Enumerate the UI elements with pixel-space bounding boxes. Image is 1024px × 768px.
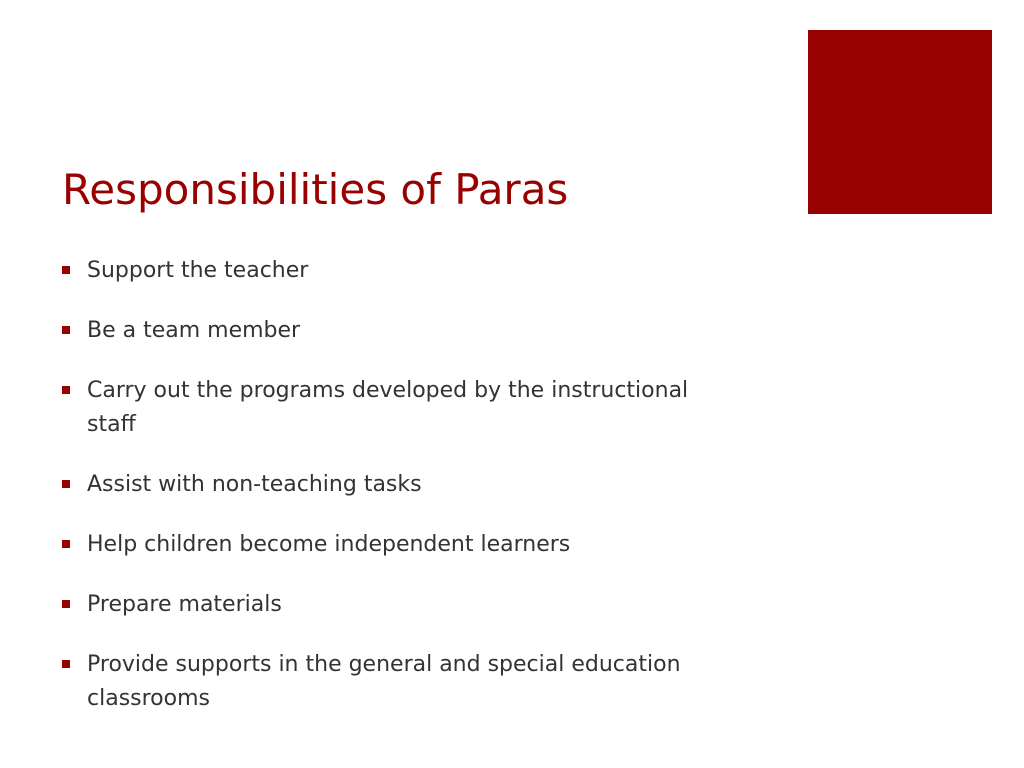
bullet-text: Provide supports in the general and special education classrooms xyxy=(87,652,681,711)
bullet-item xyxy=(62,314,722,348)
bullet-text: Support the teacher xyxy=(87,258,309,283)
square-bullet-icon xyxy=(62,480,70,488)
bullet-list xyxy=(62,254,722,742)
square-bullet-icon xyxy=(62,660,70,668)
bullet-item xyxy=(62,528,722,562)
slide-title: Responsibilities of Paras xyxy=(62,165,569,214)
bullet-item xyxy=(62,468,722,502)
square-bullet-icon xyxy=(62,266,70,274)
bullet-text: Help children become independent learners xyxy=(87,532,571,557)
bullet-text: Prepare materials xyxy=(87,592,282,617)
bullet-text: Assist with non-teaching tasks xyxy=(87,472,422,497)
bullet-text: Be a team member xyxy=(87,318,301,343)
bullet-text: Carry out the programs developed by the instructional staff xyxy=(87,378,689,437)
bullet-item xyxy=(62,254,722,288)
square-bullet-icon xyxy=(62,540,70,548)
bullet-item xyxy=(62,648,722,716)
bullet-item xyxy=(62,374,722,442)
square-bullet-icon xyxy=(62,326,70,334)
accent-square xyxy=(808,30,992,214)
square-bullet-icon xyxy=(62,600,70,608)
square-bullet-icon xyxy=(62,386,70,394)
bullet-item xyxy=(62,588,722,622)
